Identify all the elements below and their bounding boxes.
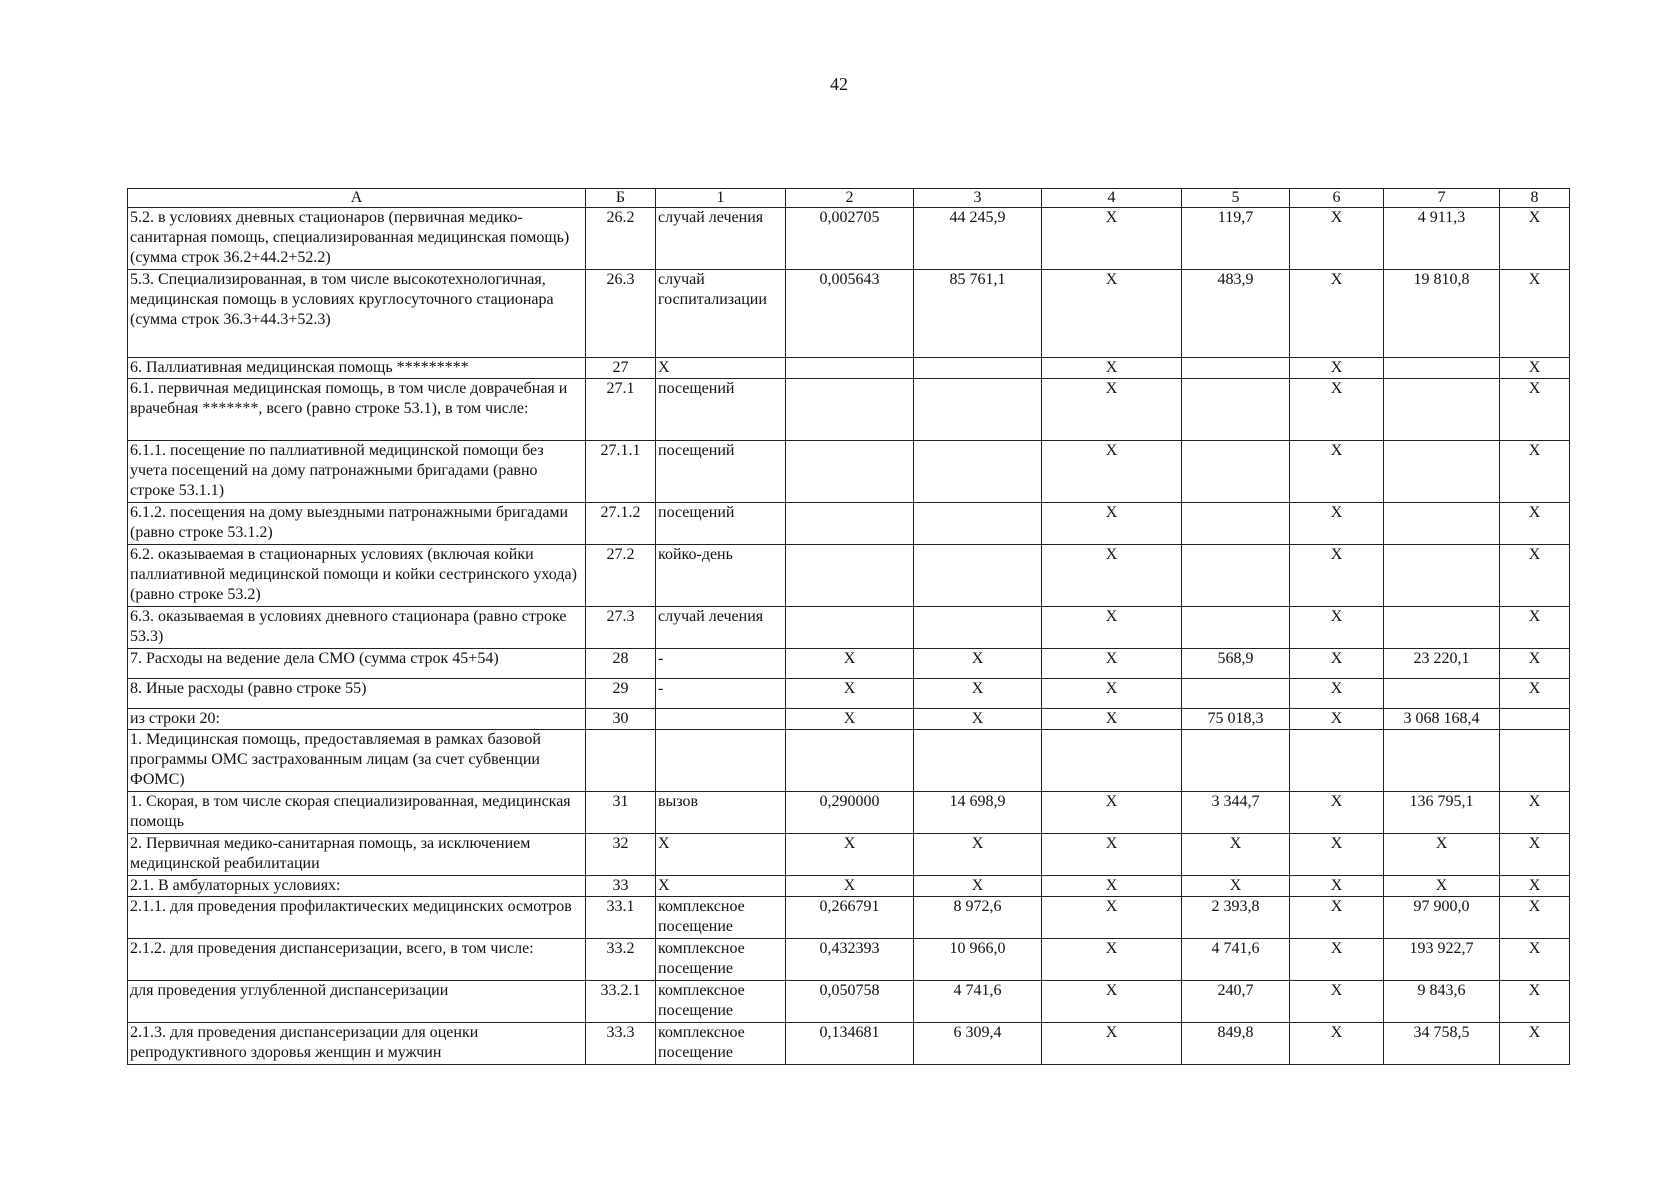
- cell-c2: Х: [786, 834, 914, 876]
- cell-c5: 119,7: [1182, 208, 1290, 270]
- header-cell: 3: [914, 189, 1042, 208]
- cell-b: [586, 730, 656, 792]
- cell-c1: Х: [656, 358, 786, 379]
- cell-b: 27.3: [586, 607, 656, 649]
- table-row: [128, 939, 1570, 981]
- cell-c4: Х: [1042, 897, 1182, 939]
- cell-c2: Х: [786, 709, 914, 730]
- cell-c3: 14 698,9: [914, 792, 1042, 834]
- cell-c7: Х: [1384, 834, 1500, 876]
- cell-c4: Х: [1042, 679, 1182, 709]
- cell-a: 6. Паллиативная медицинская помощь *********: [128, 358, 586, 379]
- header-cell: 1: [656, 189, 786, 208]
- cell-c8: Х: [1500, 545, 1570, 607]
- table-row: [128, 730, 1570, 792]
- cell-c3: [914, 358, 1042, 379]
- cell-a: 1. Медицинская помощь, предоставляемая в рамках базовой программы ОМС застрахованным лицам (за счет субвенции ФОМС): [128, 730, 586, 792]
- cell-a: 5.2. в условиях дневных стационаров (первичная медико-санитарная помощь, специализированная медицинская помощь) (сумма строк 36.2+44.2+52.2): [128, 208, 586, 270]
- cell-c5: Х: [1182, 876, 1290, 897]
- cell-c5: 240,7: [1182, 981, 1290, 1023]
- cell-c8: Х: [1500, 939, 1570, 981]
- table-row: [128, 834, 1570, 876]
- cell-c2: 0,005643: [786, 270, 914, 358]
- cell-c4: Х: [1042, 545, 1182, 607]
- cell-c2: [786, 441, 914, 503]
- cell-c6: Х: [1290, 545, 1384, 607]
- cell-c3: [914, 607, 1042, 649]
- cell-c5: [1182, 379, 1290, 441]
- cell-c7: 193 922,7: [1384, 939, 1500, 981]
- cell-c3: [914, 730, 1042, 792]
- cell-c5: 3 344,7: [1182, 792, 1290, 834]
- cell-c2: Х: [786, 876, 914, 897]
- cell-c8: Х: [1500, 981, 1570, 1023]
- table-row: [128, 876, 1570, 897]
- cell-c1: комплексное посещение: [656, 981, 786, 1023]
- cell-c1: комплексное посещение: [656, 1023, 786, 1065]
- cell-c2: Х: [786, 649, 914, 679]
- cell-b: 26.2: [586, 208, 656, 270]
- cell-c7: [1384, 441, 1500, 503]
- cell-a: 6.1. первичная медицинская помощь, в том числе доврачебная и врачебная *******, всего (равно строке 53.1), в том числе:: [128, 379, 586, 441]
- cell-b: 27.1.1: [586, 441, 656, 503]
- cell-c2: 0,432393: [786, 939, 914, 981]
- cell-a: для проведения углубленной диспансеризации: [128, 981, 586, 1023]
- cell-c2: Х: [786, 679, 914, 709]
- cell-c3: [914, 503, 1042, 545]
- cell-c8: Х: [1500, 270, 1570, 358]
- cell-c5: 2 393,8: [1182, 897, 1290, 939]
- cell-c2: [786, 358, 914, 379]
- cell-c7: 19 810,8: [1384, 270, 1500, 358]
- cell-c5: 4 741,6: [1182, 939, 1290, 981]
- header-cell: 2: [786, 189, 914, 208]
- cell-a: 2.1.1. для проведения профилактических медицинских осмотров: [128, 897, 586, 939]
- cell-a: 2.1. В амбулаторных условиях:: [128, 876, 586, 897]
- cell-c8: Х: [1500, 358, 1570, 379]
- cell-c4: Х: [1042, 358, 1182, 379]
- header-cell: 8: [1500, 189, 1570, 208]
- cell-c1: посещений: [656, 503, 786, 545]
- cell-c6: Х: [1290, 270, 1384, 358]
- cell-c5: [1182, 441, 1290, 503]
- cell-b: 33.1: [586, 897, 656, 939]
- cell-c5: Х: [1182, 834, 1290, 876]
- cell-c7: [1384, 545, 1500, 607]
- cell-c8: Х: [1500, 792, 1570, 834]
- cell-c5: [1182, 503, 1290, 545]
- cell-c2: 0,290000: [786, 792, 914, 834]
- cell-c4: Х: [1042, 709, 1182, 730]
- cell-c4: Х: [1042, 876, 1182, 897]
- table-row: [128, 1023, 1570, 1065]
- table-row: [128, 441, 1570, 503]
- cell-c2: 0,002705: [786, 208, 914, 270]
- cell-b: 28: [586, 649, 656, 679]
- cell-c6: Х: [1290, 607, 1384, 649]
- header-cell: 5: [1182, 189, 1290, 208]
- cell-c3: 85 761,1: [914, 270, 1042, 358]
- cell-c7: [1384, 607, 1500, 649]
- cell-c5: [1182, 358, 1290, 379]
- cell-c7: [1384, 679, 1500, 709]
- table-row: [128, 709, 1570, 730]
- cell-c7: 97 900,0: [1384, 897, 1500, 939]
- table-row: [128, 208, 1570, 270]
- cell-c1: комплексное посещение: [656, 897, 786, 939]
- cell-a: 2.1.3. для проведения диспансеризации для оценки репродуктивного здоровья женщин и мужчин: [128, 1023, 586, 1065]
- cell-b: 29: [586, 679, 656, 709]
- cell-c6: Х: [1290, 981, 1384, 1023]
- cell-b: 33.2.1: [586, 981, 656, 1023]
- cell-c2: [786, 503, 914, 545]
- cell-c8: Х: [1500, 649, 1570, 679]
- cell-b: 30: [586, 709, 656, 730]
- cell-c3: 4 741,6: [914, 981, 1042, 1023]
- header-row: [128, 189, 1570, 208]
- cell-a: 1. Скорая, в том числе скорая специализированная, медицинская помощь: [128, 792, 586, 834]
- cell-c3: 6 309,4: [914, 1023, 1042, 1065]
- cell-b: 33.3: [586, 1023, 656, 1065]
- cell-c1: Х: [656, 834, 786, 876]
- cell-a: 6.2. оказываемая в стационарных условиях (включая койки паллиативной медицинской помощи и койки сестринского ухода) (равно строке 53.2): [128, 545, 586, 607]
- header-cell: Б: [586, 189, 656, 208]
- cell-c7: 3 068 168,4: [1384, 709, 1500, 730]
- cell-c7: Х: [1384, 876, 1500, 897]
- cell-b: 27: [586, 358, 656, 379]
- cell-c1: -: [656, 679, 786, 709]
- cell-c8: [1500, 709, 1570, 730]
- cell-c2: [786, 545, 914, 607]
- cell-c2: [786, 730, 914, 792]
- table-row: [128, 545, 1570, 607]
- cell-c5: 75 018,3: [1182, 709, 1290, 730]
- page-number: 42: [830, 74, 848, 94]
- cell-a: 2. Первичная медико-санитарная помощь, за исключением медицинской реабилитации: [128, 834, 586, 876]
- cell-c6: [1290, 730, 1384, 792]
- cell-c6: Х: [1290, 503, 1384, 545]
- cell-c1: -: [656, 649, 786, 679]
- cell-a: 6.1.2. посещения на дому выездными патронажными бригадами (равно строке 53.1.2): [128, 503, 586, 545]
- cell-c4: Х: [1042, 270, 1182, 358]
- table-row: [128, 358, 1570, 379]
- cell-c8: Х: [1500, 897, 1570, 939]
- cell-c2: 0,266791: [786, 897, 914, 939]
- cell-c6: Х: [1290, 939, 1384, 981]
- cell-a: 8. Иные расходы (равно строке 55): [128, 679, 586, 709]
- cell-c4: Х: [1042, 503, 1182, 545]
- cell-c5: [1182, 607, 1290, 649]
- cell-c1: комплексное посещение: [656, 939, 786, 981]
- cell-c1: вызов: [656, 792, 786, 834]
- cell-c4: Х: [1042, 981, 1182, 1023]
- cell-c7: 4 911,3: [1384, 208, 1500, 270]
- cell-c7: 34 758,5: [1384, 1023, 1500, 1065]
- cell-c5: [1182, 679, 1290, 709]
- cell-c1: посещений: [656, 379, 786, 441]
- cell-a: 6.3. оказываемая в условиях дневного стационара (равно строке 53.3): [128, 607, 586, 649]
- cell-c2: 0,134681: [786, 1023, 914, 1065]
- cell-c8: Х: [1500, 208, 1570, 270]
- table-row: [128, 379, 1570, 441]
- cell-c4: Х: [1042, 834, 1182, 876]
- cell-c8: Х: [1500, 876, 1570, 897]
- header-cell: 7: [1384, 189, 1500, 208]
- cell-c4: Х: [1042, 1023, 1182, 1065]
- cell-c1: койко-день: [656, 545, 786, 607]
- cell-c7: [1384, 379, 1500, 441]
- cell-c2: [786, 379, 914, 441]
- cell-c6: Х: [1290, 358, 1384, 379]
- cell-c3: Х: [914, 834, 1042, 876]
- header-cell: 6: [1290, 189, 1384, 208]
- cell-b: 31: [586, 792, 656, 834]
- cell-c4: [1042, 730, 1182, 792]
- table-row: [128, 607, 1570, 649]
- table-row: [128, 649, 1570, 679]
- cell-c6: Х: [1290, 649, 1384, 679]
- cell-c3: 10 966,0: [914, 939, 1042, 981]
- cell-a: 6.1.1. посещение по паллиативной медицинской помощи без учета посещений на дому патронажными бригадами (равно строке 53.1.1): [128, 441, 586, 503]
- cell-c8: Х: [1500, 679, 1570, 709]
- cell-c5: [1182, 545, 1290, 607]
- table-row: [128, 503, 1570, 545]
- cell-c4: Х: [1042, 208, 1182, 270]
- cell-c7: 23 220,1: [1384, 649, 1500, 679]
- cell-c4: Х: [1042, 649, 1182, 679]
- cell-c8: [1500, 730, 1570, 792]
- cell-c8: Х: [1500, 834, 1570, 876]
- table-row: [128, 270, 1570, 358]
- cell-c3: 8 972,6: [914, 897, 1042, 939]
- cell-c6: Х: [1290, 834, 1384, 876]
- table-row: [128, 981, 1570, 1023]
- cell-c3: Х: [914, 679, 1042, 709]
- cell-c4: Х: [1042, 792, 1182, 834]
- cell-c4: Х: [1042, 441, 1182, 503]
- cell-a: 5.3. Специализированная, в том числе высокотехнологичная, медицинская помощь в условиях круглосуточного стационара (сумма строк 36.3+44.3+52.3): [128, 270, 586, 358]
- cell-c7: 136 795,1: [1384, 792, 1500, 834]
- cell-a: 2.1.2. для проведения диспансеризации, всего, в том числе:: [128, 939, 586, 981]
- cell-c1: случай госпитализации: [656, 270, 786, 358]
- cell-c1: Х: [656, 876, 786, 897]
- cell-c1: посещений: [656, 441, 786, 503]
- cell-c6: Х: [1290, 897, 1384, 939]
- cell-c5: 568,9: [1182, 649, 1290, 679]
- cell-c5: 849,8: [1182, 1023, 1290, 1065]
- cell-c7: [1384, 730, 1500, 792]
- cell-b: 26.3: [586, 270, 656, 358]
- cell-c8: Х: [1500, 379, 1570, 441]
- cell-c3: [914, 545, 1042, 607]
- cell-c5: [1182, 730, 1290, 792]
- cell-c3: Х: [914, 709, 1042, 730]
- table-row: [128, 679, 1570, 709]
- cell-c6: Х: [1290, 876, 1384, 897]
- cell-a: 7. Расходы на ведение дела СМО (сумма строк 45+54): [128, 649, 586, 679]
- data-table: [127, 188, 1570, 1065]
- cell-c1: [656, 730, 786, 792]
- cell-c3: [914, 441, 1042, 503]
- table-row: [128, 792, 1570, 834]
- cell-b: 32: [586, 834, 656, 876]
- cell-c2: [786, 607, 914, 649]
- cell-c6: Х: [1290, 792, 1384, 834]
- cell-a: из строки 20:: [128, 709, 586, 730]
- cell-c7: [1384, 503, 1500, 545]
- cell-c8: Х: [1500, 503, 1570, 545]
- cell-b: 33.2: [586, 939, 656, 981]
- cell-c1: случай лечения: [656, 208, 786, 270]
- cell-c1: [656, 709, 786, 730]
- cell-c1: случай лечения: [656, 607, 786, 649]
- header-cell: 4: [1042, 189, 1182, 208]
- cell-c6: Х: [1290, 1023, 1384, 1065]
- cell-c2: 0,050758: [786, 981, 914, 1023]
- cell-c3: Х: [914, 649, 1042, 679]
- cell-c7: 9 843,6: [1384, 981, 1500, 1023]
- cell-c3: 44 245,9: [914, 208, 1042, 270]
- cell-c6: Х: [1290, 208, 1384, 270]
- cell-c5: 483,9: [1182, 270, 1290, 358]
- cell-c7: [1384, 358, 1500, 379]
- table-row: [128, 897, 1570, 939]
- cell-c4: Х: [1042, 607, 1182, 649]
- cell-b: 33: [586, 876, 656, 897]
- cell-c3: [914, 379, 1042, 441]
- cell-c6: Х: [1290, 709, 1384, 730]
- cell-c8: Х: [1500, 607, 1570, 649]
- cell-c3: Х: [914, 876, 1042, 897]
- cell-c8: Х: [1500, 441, 1570, 503]
- cell-b: 27.1.2: [586, 503, 656, 545]
- cell-c6: Х: [1290, 679, 1384, 709]
- cell-c4: Х: [1042, 939, 1182, 981]
- cell-c8: Х: [1500, 1023, 1570, 1065]
- cell-c6: Х: [1290, 441, 1384, 503]
- cell-b: 27.1: [586, 379, 656, 441]
- cell-c6: Х: [1290, 379, 1384, 441]
- cell-c4: Х: [1042, 379, 1182, 441]
- header-cell: А: [128, 189, 586, 208]
- cell-b: 27.2: [586, 545, 656, 607]
